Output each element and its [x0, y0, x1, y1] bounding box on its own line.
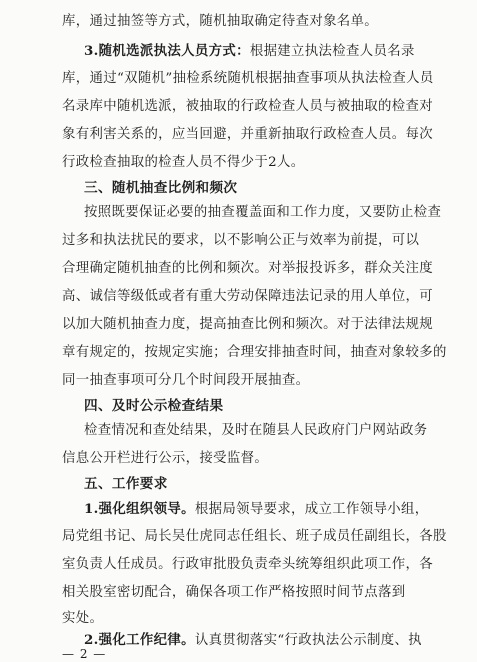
item-3-line: 3.随机选派执法人员方式：根据建立执法检查人员名录 [84, 43, 415, 59]
text-line: 章有规定的，按规定实施；合理安排抽查时间，抽查对象较多的 [62, 345, 447, 360]
text-line: 局党组书记、局长吴仕虎同志任组长、班子成员任副组长，各股 [62, 529, 447, 544]
text-line: 过多和执法扰民的要求，以不影响公正与效率为前提，可以 [62, 233, 420, 248]
text-line: 实处。 [62, 611, 104, 626]
text-line: 库，通过抽签等方式，随机抽取确定待查对象名单。 [62, 14, 379, 29]
text-line: 相关股室密切配合，确保各项工作严格按照时间节点落到 [62, 585, 406, 600]
text-line: 按照既要保证必要的抽查覆盖面和工作力度，又要防止检查 [84, 205, 442, 220]
text-line: 同一抽查事项可分几个时间段开展抽查。 [62, 373, 310, 388]
section-heading: 五、工作要求 [84, 476, 168, 492]
item-1-line: 1.强化组织领导。根据局领导要求，成立工作领导小组， [84, 501, 429, 517]
section-heading: 三、随机抽查比例和频次 [84, 180, 238, 196]
text-line: 库，通过“双随机”抽检系统随机根据抽查事项从执法检查人员 [62, 71, 434, 86]
text-line: 合理确定随机抽查的比例和频次。对举报投诉多，群众关注度 [62, 261, 433, 276]
text-line: 高、诚信等级低或者有重大劳动保障违法记录的用人单位，可 [62, 289, 433, 304]
text-line: 象有利害关系的，应当回避，并重新抽取行政检查人员。每次 [62, 127, 433, 142]
section-heading: 四、及时公示检查结果 [84, 398, 224, 414]
text-line: 以加大随机抽查力度，提高抽查比例和频次。对于法律法规规 [62, 317, 433, 332]
text-line: 信息公开栏进行公示，接受监督。 [62, 451, 269, 466]
text-line: 名录库中随机选派，被抽取的行政检查人员与被抽取的检查对 [62, 99, 433, 114]
item-2-line: 2.强化工作纪律。认真贯彻落实“行政执法公示制度、执 [84, 632, 422, 648]
text-line: 室负责人任成员。行政审批股负责牵头统筹组织此项工作，各 [62, 557, 433, 572]
item-heading: 2.强化工作纪律。 [84, 632, 195, 648]
item-heading: 1.强化组织领导。 [84, 501, 195, 517]
page-number: — 2 — [62, 647, 107, 661]
text-line: 检查情况和查处结果，及时在随县人民政府门户网站政务 [84, 423, 428, 438]
item-heading: 3.随机选派执法人员方式： [84, 43, 250, 59]
text-line: 行政检查抽取的检查人员不得少于2人。 [62, 155, 305, 170]
